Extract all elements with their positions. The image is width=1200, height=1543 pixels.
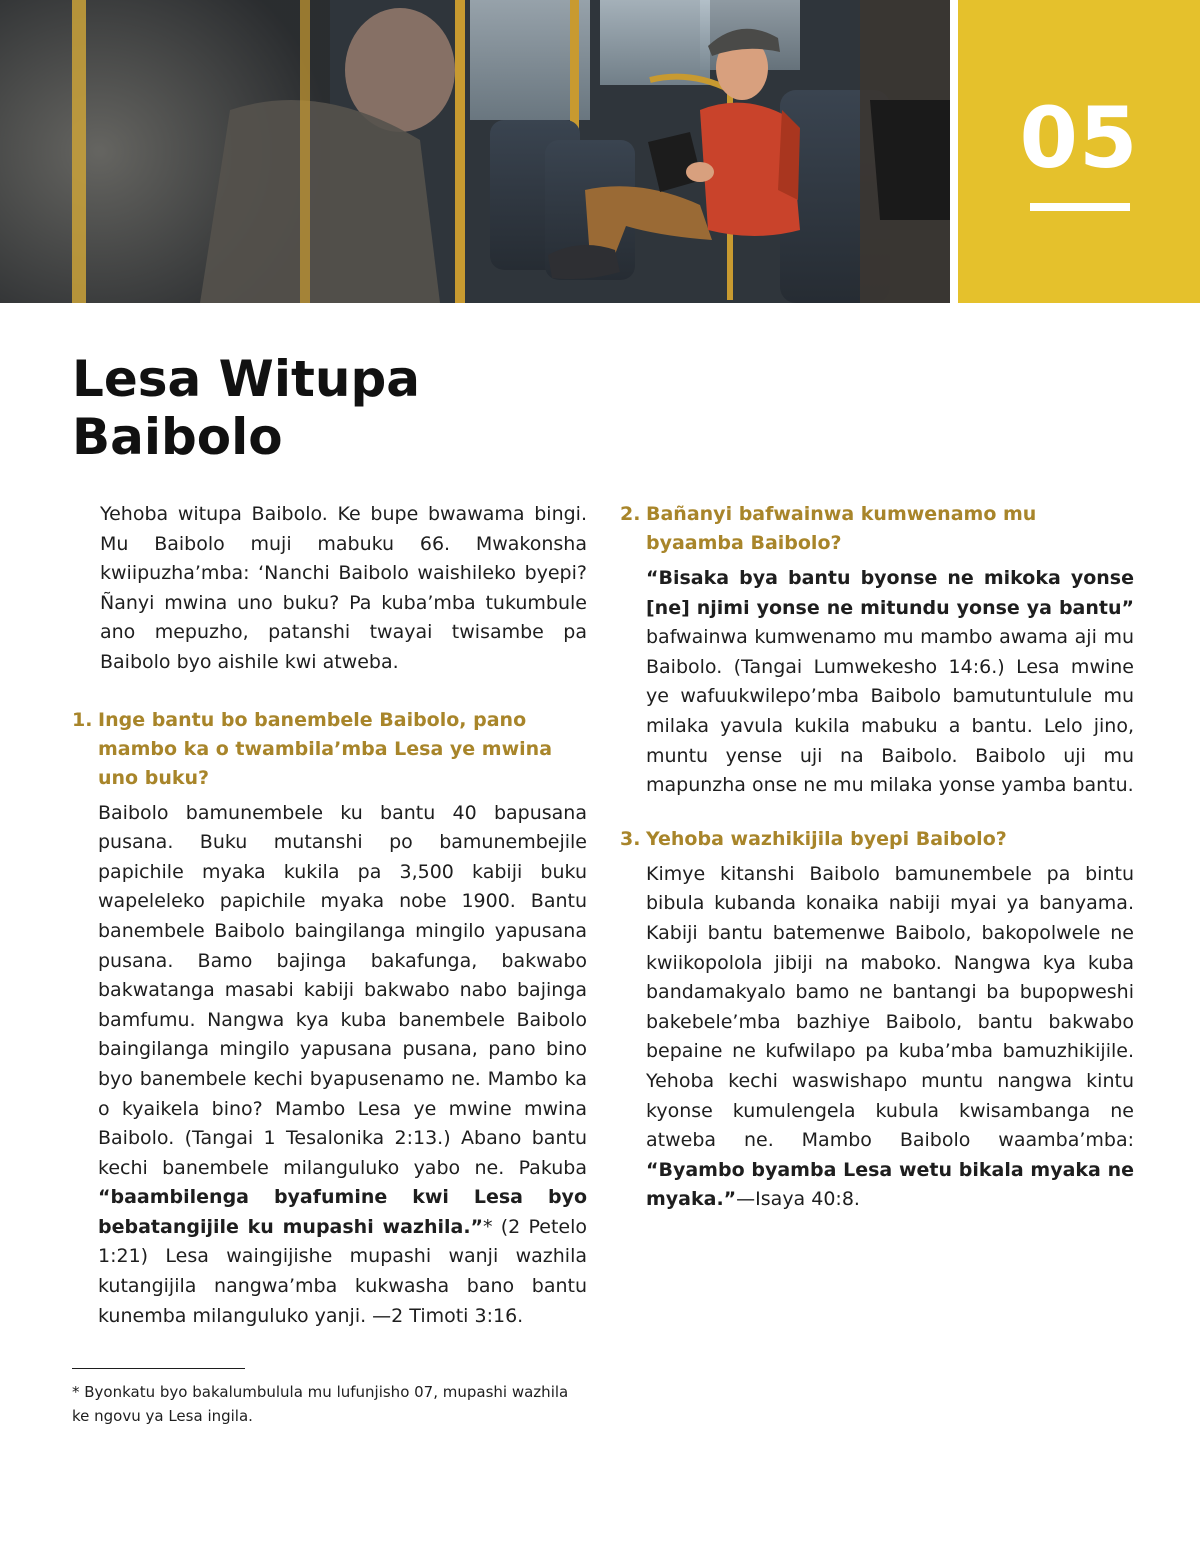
question-1 <box>72 706 587 793</box>
answer-3-text-b: —Isaya 40:8. <box>736 1188 860 1211</box>
answer-3-text-a: Kimye kitanshi Baibolo bamunembele pa bintu bibula kubanda konaika nabiji myai ya banyama. Kabiji bantu batemenwe Baibolo, bakopolwele ne kwiikopolola jibiji na maboko. Nangwa kya kuba bandamakyalo bamo ne bantangi ba bupopweshi bakebele’mba bazhiye Baibolo, bantu bakwabo bepaine ne kufwilapo pa kuba’mba bamuzhikijile. Yehoba kechi waswishapo muntu nangwa kintu kyonse kumulengela kubula kwisambanga ne atweba ne. Mambo Baibolo waamba’mba: <box>646 862 1134 1152</box>
section-1 <box>72 706 587 1332</box>
question-2-number: 2. <box>620 503 641 525</box>
section-3 <box>620 825 1134 1215</box>
question-1-number: 1. <box>72 708 93 731</box>
left-column <box>72 500 587 1331</box>
question-1-text: Inge bantu bo banembele Baibolo, pano mambo ka o twambila’mba Lesa ye mwina uno buku? <box>98 708 553 789</box>
lesson-number-badge <box>958 0 1200 303</box>
question-2-text: Bañanyi bafwainwa kumwenamo mu byaamba Baibolo? <box>646 503 1037 554</box>
answer-2-text: bafwainwa kumwenamo mu mambo awama aji mu Baibolo. (Tangai Lumwekesho 14:6.) Lesa mwine ye wafuukwilepo’mba Baibolo bamutuntulule mu milaka yavula kukila mabuku a bantu. Lelo jino, muntu yense uji na Baibolo. Baibolo uji mu mapunzha onse ne mu milaka yonse yamba bantu. <box>646 626 1134 797</box>
answer-1-text-a: Baibolo bamunembele ku bantu 40 bapusana pusana. Buku mutanshi po bamunembejile papichile myaka kukila pa 3,500 kabiji buku wapeleleko papichile myaka nobe 1900. Bantu banembele Baibolo baingilanga mingilo yapusana pusana. Bamo bajinga bakafunga, bakwabo bakwatanga masabi kabiji bakwabo nabo bajinga bamfumu. Nangwa kya kuba banembele Baibolo baingilanga mingilo yapusana pusana, pano bino byo banembele kechi byapusenamo ne. Mambo ka o kyaikela bino? Mambo Lesa ye mwine mwina Baibolo. (Tangai 1 Tesalonika 2:13.) Abano bantu kechi banembele milanguluko yabo ne. Pakuba <box>98 801 587 1179</box>
answer-1-text-b: * (2 Petelo 1:21) Lesa waingijishe mupashi wanji wazhila kutangijila nangwa’mba kukwasha bano bantu kunemba milanguluko yanji. —2 Timoti 3:16. <box>98 1215 588 1327</box>
page-title <box>72 350 772 466</box>
lesson-number-underline <box>1030 203 1130 211</box>
question-3-text: Yehoba wazhikijila byepi Baibolo? <box>646 827 1007 850</box>
answer-3 <box>620 860 1134 1215</box>
page-title-line-1: Lesa Witupa <box>72 350 420 408</box>
answer-2 <box>620 564 1134 801</box>
right-column <box>620 500 1134 1215</box>
question-2 <box>620 500 1134 558</box>
answer-3-quote: “Byambo byamba Lesa wetu bikala myaka ne myaka.” <box>646 1158 1134 1211</box>
section-2 <box>620 500 1134 801</box>
answer-1 <box>72 799 587 1332</box>
lesson-number: 05 <box>1019 89 1139 187</box>
footnote-divider <box>72 1368 245 1369</box>
bus-reading-illustration <box>0 0 950 303</box>
question-3 <box>620 825 1134 854</box>
answer-2-quote: “Bisaka bya bantu byonse ne mikoka yonse [ne] njimi yonse ne mitundu yonse ya bantu” <box>646 567 1134 619</box>
intro-paragraph: Yehoba witupa Baibolo. Ke bupe bwawama bingi. Mu Baibolo muji mabuku 66. Mwakonsha kwiipuzha’mba: ‘Nanchi Baibolo waishileko byepi? Ñanyi mwina uno buku? Pa kuba’mba tukumbule ano mepuzho, patanshi twayai twisambe pa Baibolo byo aishile kwi atweba. <box>100 503 587 673</box>
page-title-line-2: Baibolo <box>72 408 283 466</box>
question-3-number: 3. <box>620 827 641 850</box>
footnote: * Byonkatu byo bakalumbulula mu lufunjisho 07, mupashi wazhila ke ngovu ya Lesa ingila. <box>72 1383 569 1425</box>
header-photo <box>0 0 950 303</box>
answer-1-quote: “baambilenga byafumine kwi Lesa byo bebatangijile ku mupashi wazhila.” <box>98 1186 587 1238</box>
